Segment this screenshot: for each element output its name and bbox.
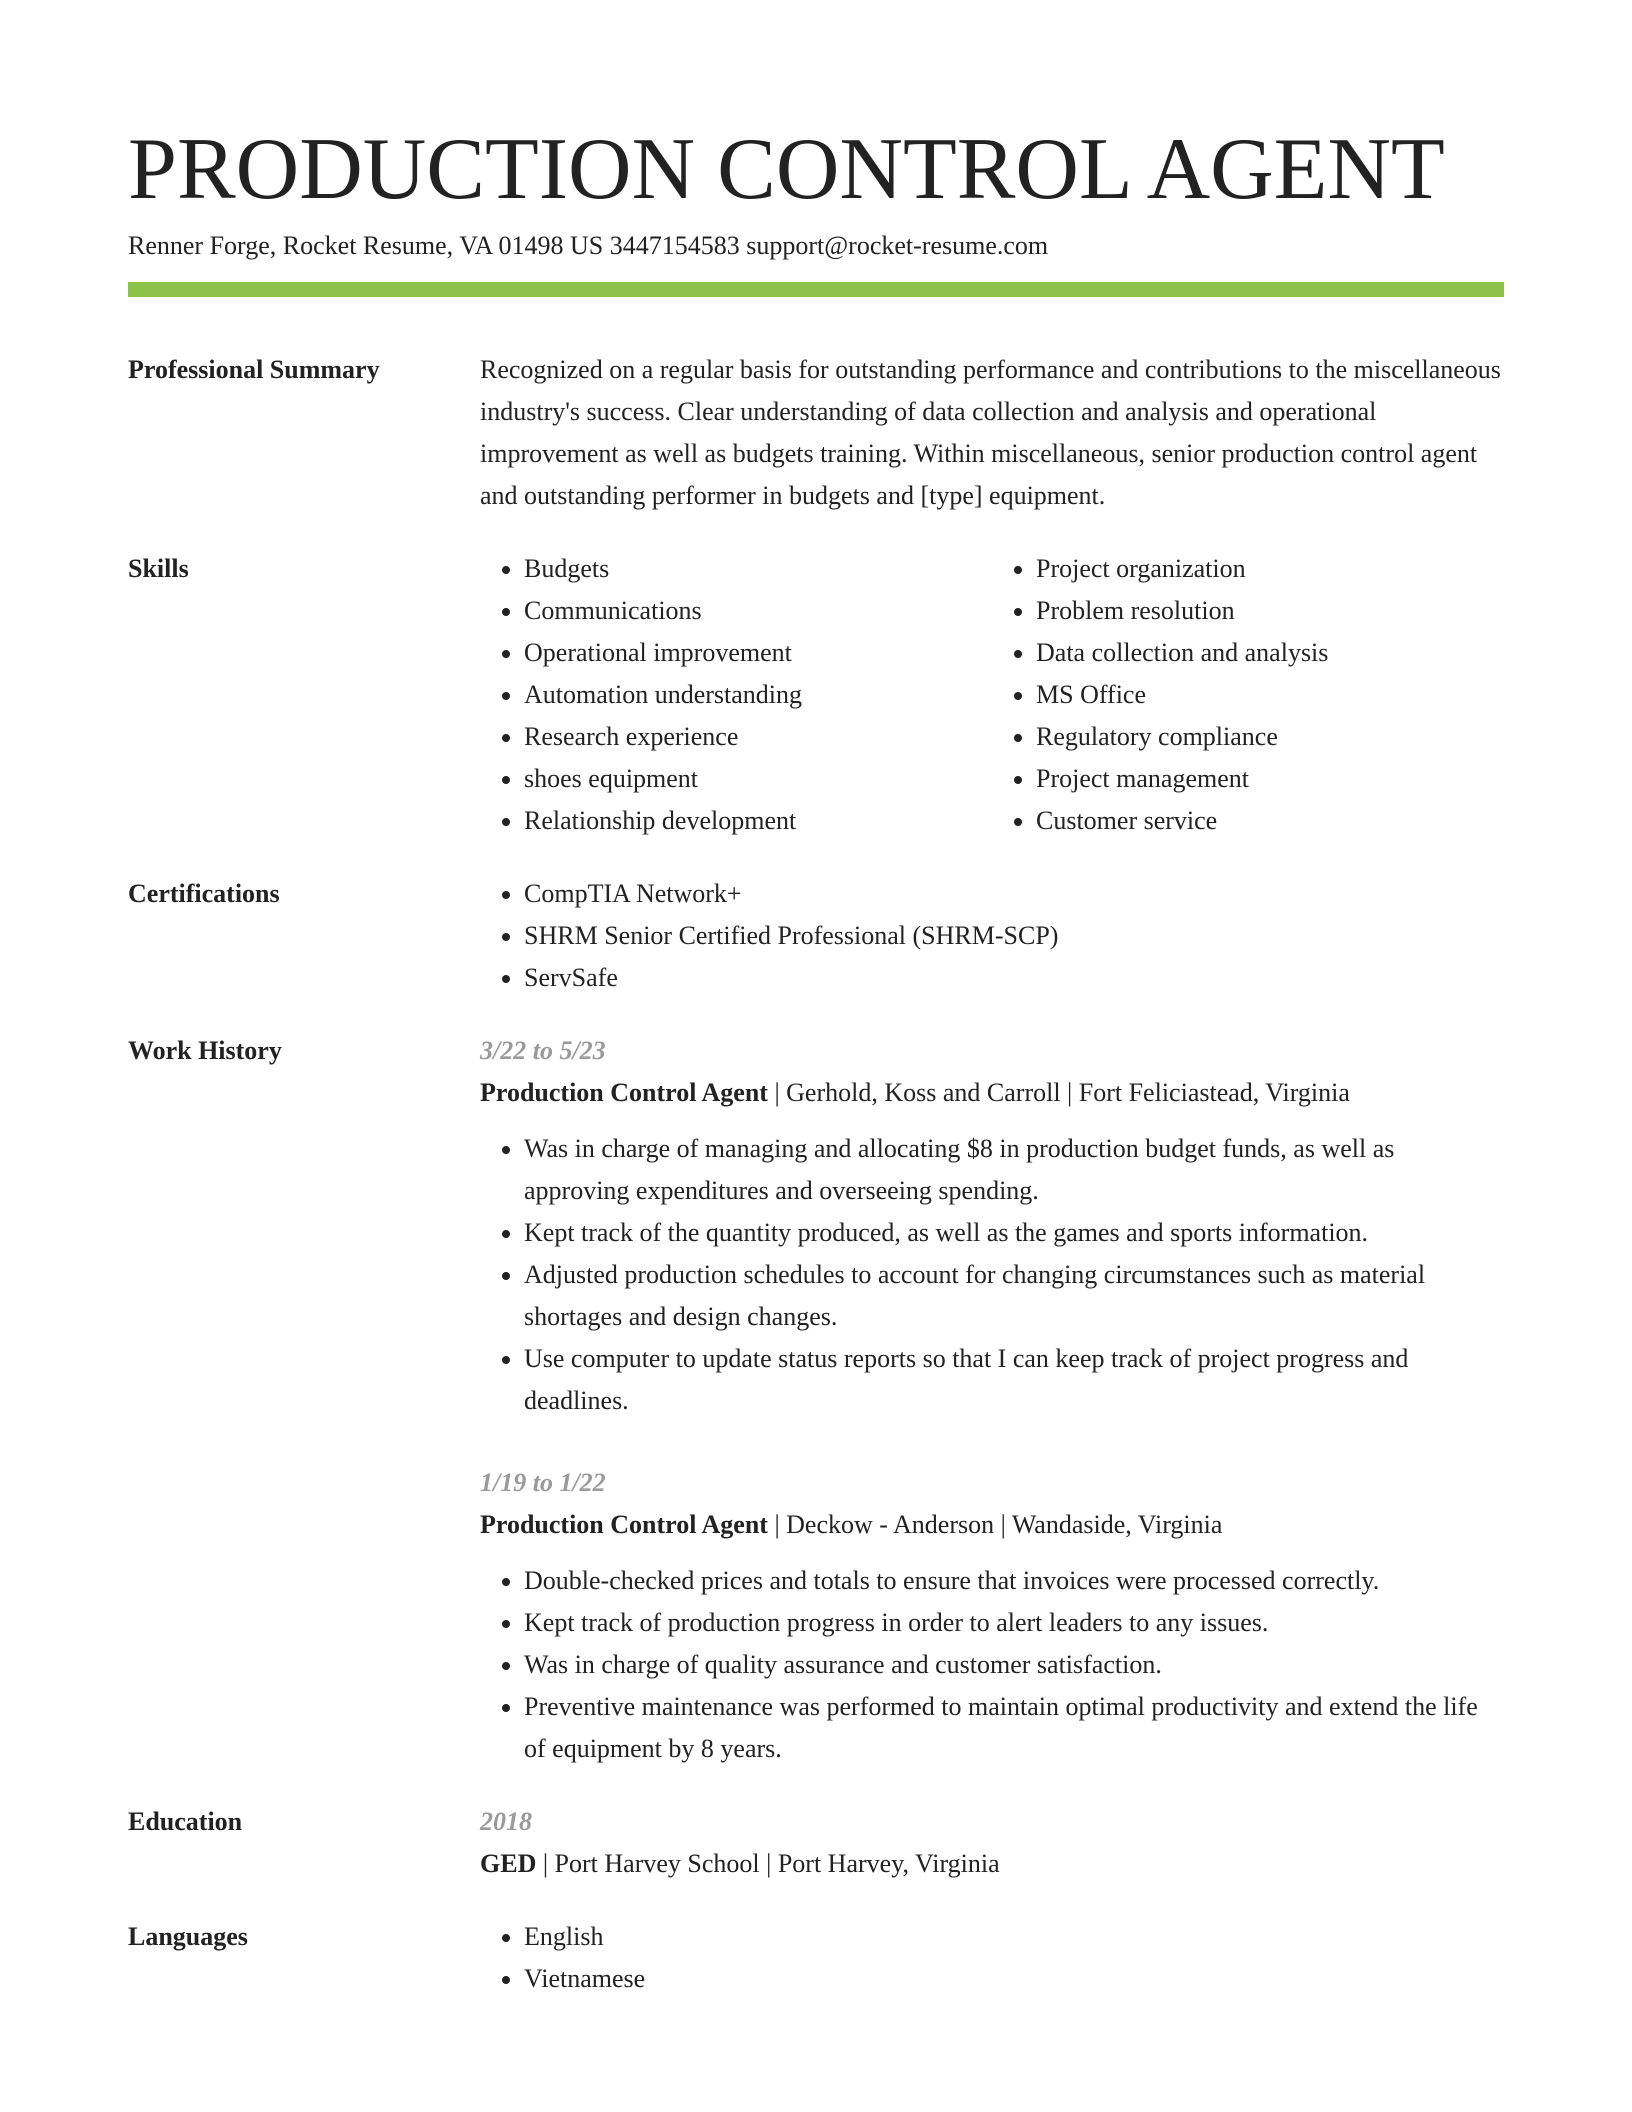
contact-email: support@rocket-resume.com [746, 231, 1049, 260]
skill-item: • Project organization [1036, 548, 1504, 590]
job-bullet: • Adjusted production schedules to account for changing circumstances such as material shortages and design changes. [524, 1254, 1504, 1338]
skill-item: • Communications [524, 590, 992, 632]
certification-item: • ServSafe [524, 957, 1504, 999]
skill-item: • Problem resolution [1036, 590, 1504, 632]
certifications-list [480, 873, 1504, 999]
skills-body [480, 548, 1504, 842]
job-bullet: • Preventive maintenance was performed to maintain optimal productivity and extend the life of equipment by 8 years. [524, 1686, 1504, 1770]
job-bullet: • Double-checked prices and totals to ensure that invoices were processed correctly. [524, 1560, 1504, 1602]
contact-phone: 3447154583 [609, 231, 740, 260]
skills-left-list [480, 548, 992, 842]
education-section [128, 1801, 1504, 1885]
section-label-skills: Skills [128, 554, 189, 583]
skill-item: • Customer service [1036, 800, 1504, 842]
skill-item: • Automation understanding [524, 674, 992, 716]
skill-item: • Budgets [524, 548, 992, 590]
job-employer-location: | Gerhold, Koss and Carroll | Fort Feliciastead, Virginia [767, 1078, 1350, 1107]
job-header [480, 1072, 1504, 1114]
summary-section [128, 349, 1504, 517]
summary-body [480, 349, 1504, 517]
languages-list [480, 1916, 1504, 2000]
skill-item: • Regulatory compliance [1036, 716, 1504, 758]
accent-divider [128, 282, 1504, 297]
education-body [480, 1801, 1504, 1885]
contact-address: Renner Forge, Rocket Resume, VA 01498 US [128, 231, 604, 260]
certification-item: • SHRM Senior Certified Professional (SHRM-SCP) [524, 915, 1504, 957]
section-label-certifications: Certifications [128, 879, 280, 908]
skill-item: • Research experience [524, 716, 992, 758]
job-title: Production Control Agent [480, 1078, 768, 1107]
job-bullet: • Was in charge of managing and allocating $8 in production budget funds, as well as approving expenditures and overseeing spending. [524, 1128, 1504, 1212]
resume-title: PRODUCTION CONTROL AGENT [128, 121, 1445, 218]
job-dates: 1/19 to 1/22 [480, 1468, 606, 1497]
skills-grid [480, 548, 1504, 842]
skill-item: • MS Office [1036, 674, 1504, 716]
certifications-section [128, 873, 1504, 999]
job-bullets [480, 1128, 1504, 1422]
job-header [480, 1504, 1504, 1546]
skill-item: • Data collection and analysis [1036, 632, 1504, 674]
section-label-summary: Professional Summary [128, 355, 380, 384]
job-entry [480, 1030, 1504, 1422]
job-bullet: • Kept track of production progress in order to alert leaders to any issues. [524, 1602, 1504, 1644]
job-bullet: • Use computer to update status reports so that I can keep track of project progress and deadlines. [524, 1338, 1504, 1422]
job-entry [480, 1462, 1504, 1770]
section-label-work-history: Work History [128, 1036, 282, 1065]
education-line [480, 1843, 1504, 1885]
contact-line [128, 228, 1504, 264]
job-title: Production Control Agent [480, 1510, 768, 1539]
work-history-body [480, 1030, 1504, 1770]
section-label-education: Education [128, 1807, 243, 1836]
education-year: 2018 [480, 1807, 532, 1836]
job-bullet: • Kept track of the quantity produced, as well as the games and sports information. [524, 1212, 1504, 1254]
job-dates: 3/22 to 5/23 [480, 1036, 606, 1065]
skill-item: • Operational improvement [524, 632, 992, 674]
skills-right-list [992, 548, 1504, 842]
work-history-section [128, 1030, 1504, 1770]
certifications-body [480, 873, 1504, 999]
language-item: • Vietnamese [524, 1958, 1504, 2000]
languages-body [480, 1916, 1504, 2000]
languages-section [128, 1916, 1504, 2000]
section-label-languages: Languages [128, 1922, 248, 1951]
skill-item: • Relationship development [524, 800, 992, 842]
skill-item: • Project management [1036, 758, 1504, 800]
skill-item: • shoes equipment [524, 758, 992, 800]
education-degree: GED [480, 1849, 537, 1878]
education-school-location: | Port Harvey School | Port Harvey, Virginia [536, 1849, 1000, 1878]
certification-item: • CompTIA Network+ [524, 873, 1504, 915]
job-bullets [480, 1560, 1504, 1770]
language-item: • English [524, 1916, 1504, 1958]
job-bullet: • Was in charge of quality assurance and customer satisfaction. [524, 1644, 1504, 1686]
job-employer-location: | Deckow - Anderson | Wandaside, Virginia [767, 1510, 1223, 1539]
resume-page [128, 120, 1504, 2000]
summary-text: Recognized on a regular basis for outstanding performance and contributions to the miscellaneous industry's success. Clear understanding of data collection and analysis and operational improvement as well as budgets training. Within miscellaneous, senior production control agent and outstanding performer in budgets and [type] equipment. [480, 355, 1501, 510]
skills-section [128, 548, 1504, 842]
